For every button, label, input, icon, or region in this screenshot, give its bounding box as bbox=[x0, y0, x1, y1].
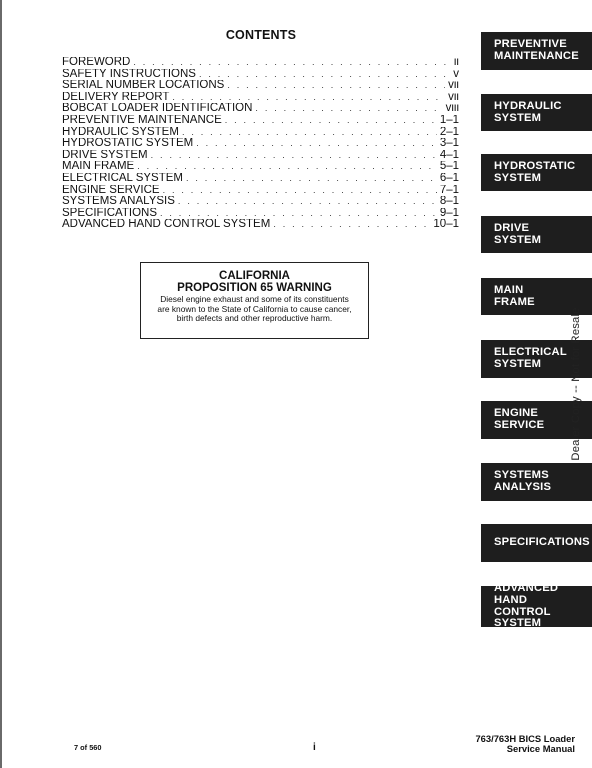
toc-page: 7–1 bbox=[439, 184, 459, 196]
toc-item-hydraulic-system[interactable] bbox=[62, 127, 459, 139]
prop65-warning-box bbox=[140, 262, 369, 339]
toc-label: SERIAL NUMBER LOCATIONS bbox=[62, 80, 225, 92]
manual-title-line2: Service Manual bbox=[506, 743, 575, 755]
leader-dots bbox=[273, 219, 430, 231]
leader-dots bbox=[227, 80, 445, 92]
toc-item-serial-number-locations[interactable] bbox=[62, 80, 459, 92]
manual-title bbox=[472, 734, 575, 755]
tab-specifications[interactable] bbox=[481, 524, 592, 562]
leader-dots bbox=[160, 208, 437, 220]
tab-systems-analysis[interactable] bbox=[481, 463, 592, 501]
warning-heading-line1: CALIFORNIA bbox=[219, 270, 290, 282]
toc-item-hydrostatic-system[interactable] bbox=[62, 138, 459, 150]
toc-page: 5–1 bbox=[439, 161, 459, 173]
toc-page: viii bbox=[445, 103, 459, 115]
warning-heading-line2: PROPOSITION 65 WARNING bbox=[177, 282, 332, 294]
tab-hydraulic-system[interactable] bbox=[481, 94, 592, 131]
leader-dots bbox=[133, 57, 451, 69]
page-count: 7 of 560 bbox=[74, 743, 102, 752]
toc-label: ELECTRICAL SYSTEM bbox=[62, 172, 183, 184]
toc-page: 6–1 bbox=[439, 172, 459, 184]
leader-dots bbox=[255, 103, 442, 115]
toc-label: SPECIFICATIONS bbox=[62, 207, 157, 219]
leader-dots bbox=[182, 127, 437, 139]
toc-item-specifications[interactable] bbox=[62, 208, 459, 220]
toc-label: SYSTEMS ANALYSIS bbox=[62, 196, 175, 208]
toc-page: ii bbox=[453, 57, 459, 68]
leader-dots bbox=[225, 115, 437, 127]
leader-dots bbox=[137, 161, 437, 173]
leader-dots bbox=[199, 69, 450, 81]
toc-label: SAFETY INSTRUCTIONS bbox=[62, 68, 196, 80]
toc-page: vii bbox=[448, 91, 459, 103]
toc-item-engine-service[interactable] bbox=[62, 185, 459, 197]
leader-dots bbox=[151, 150, 437, 162]
table-of-contents bbox=[62, 57, 459, 231]
manual-title-line1: 763/763H BICS Loader bbox=[475, 733, 575, 744]
toc-label: FOREWORD bbox=[62, 57, 131, 68]
tab-label: HYDRAULIC SYSTEM bbox=[494, 99, 562, 124]
toc-page: 3–1 bbox=[439, 138, 459, 150]
toc-page: 1–1 bbox=[439, 114, 459, 126]
toc-label: HYDRAULIC SYSTEM bbox=[62, 126, 179, 138]
toc-item-drive-system[interactable] bbox=[62, 150, 459, 162]
tab-label: ELECTRICAL SYSTEM bbox=[494, 346, 567, 370]
toc-label: ADVANCED HAND CONTROL SYSTEM bbox=[62, 219, 271, 231]
toc-page: 10–1 bbox=[433, 219, 459, 231]
tab-label: ENGINE SERVICE bbox=[494, 407, 545, 431]
toc-page: 9–1 bbox=[439, 207, 459, 219]
warning-body: Diesel engine exhaust and some of its constituents are known to the State of California to cause cancer, birth defects and other reproductive harm. bbox=[157, 294, 352, 324]
toc-label: PREVENTIVE MAINTENANCE bbox=[62, 114, 222, 126]
toc-label: DRIVE SYSTEM bbox=[62, 149, 148, 161]
toc-item-preventive-maintenance[interactable] bbox=[62, 115, 459, 127]
page-number: i bbox=[313, 742, 316, 753]
tab-label: SYSTEMS ANALYSIS bbox=[494, 469, 552, 493]
toc-item-advanced-hand-control-system[interactable] bbox=[62, 219, 459, 231]
tab-label: HYDROSTATIC SYSTEM bbox=[494, 159, 576, 184]
toc-item-safety-instructions[interactable] bbox=[62, 69, 459, 81]
tab-preventive-maintenance[interactable] bbox=[481, 32, 592, 70]
tab-label: PREVENTIVE MAINTENANCE bbox=[494, 38, 579, 62]
tab-label: MAIN FRAME bbox=[494, 283, 535, 308]
toc-label: BOBCAT LOADER IDENTIFICATION bbox=[62, 103, 253, 115]
toc-page: vii bbox=[448, 80, 459, 92]
tab-label: DRIVE SYSTEM bbox=[494, 221, 542, 246]
leader-dots bbox=[163, 185, 437, 197]
toc-label: HYDROSTATIC SYSTEM bbox=[62, 138, 194, 150]
tab-label: SPECIFICATIONS bbox=[494, 536, 590, 549]
tab-hydrostatic-system[interactable] bbox=[481, 154, 592, 191]
toc-item-delivery-report[interactable] bbox=[62, 92, 459, 104]
toc-label: DELIVERY REPORT bbox=[62, 91, 170, 103]
toc-item-main-frame[interactable] bbox=[62, 161, 459, 173]
tab-drive-system[interactable] bbox=[481, 216, 592, 253]
toc-item-electrical-system[interactable] bbox=[62, 173, 459, 185]
toc-page: 2–1 bbox=[439, 126, 459, 138]
leader-dots bbox=[196, 138, 437, 150]
tab-advanced-hand-control-system[interactable] bbox=[481, 582, 592, 630]
tab-label: ADVANCED HAND CONTROL SYSTEM bbox=[494, 582, 559, 630]
page-left-border bbox=[0, 0, 2, 768]
toc-page: 4–1 bbox=[439, 149, 459, 161]
toc-page: 8–1 bbox=[439, 196, 459, 208]
toc-page: v bbox=[453, 68, 459, 80]
toc-item-bobcat-loader-identification[interactable] bbox=[62, 103, 459, 115]
watermark: Dealer Copy -- Not for Resale bbox=[570, 307, 582, 461]
toc-label: ENGINE SERVICE bbox=[62, 184, 160, 196]
leader-dots bbox=[186, 173, 437, 185]
toc-item-foreword[interactable] bbox=[62, 57, 459, 69]
page-title: CONTENTS bbox=[225, 28, 297, 42]
toc-item-systems-analysis[interactable] bbox=[62, 196, 459, 208]
leader-dots bbox=[178, 196, 437, 208]
toc-label: MAIN FRAME bbox=[62, 161, 135, 173]
leader-dots bbox=[172, 92, 445, 104]
